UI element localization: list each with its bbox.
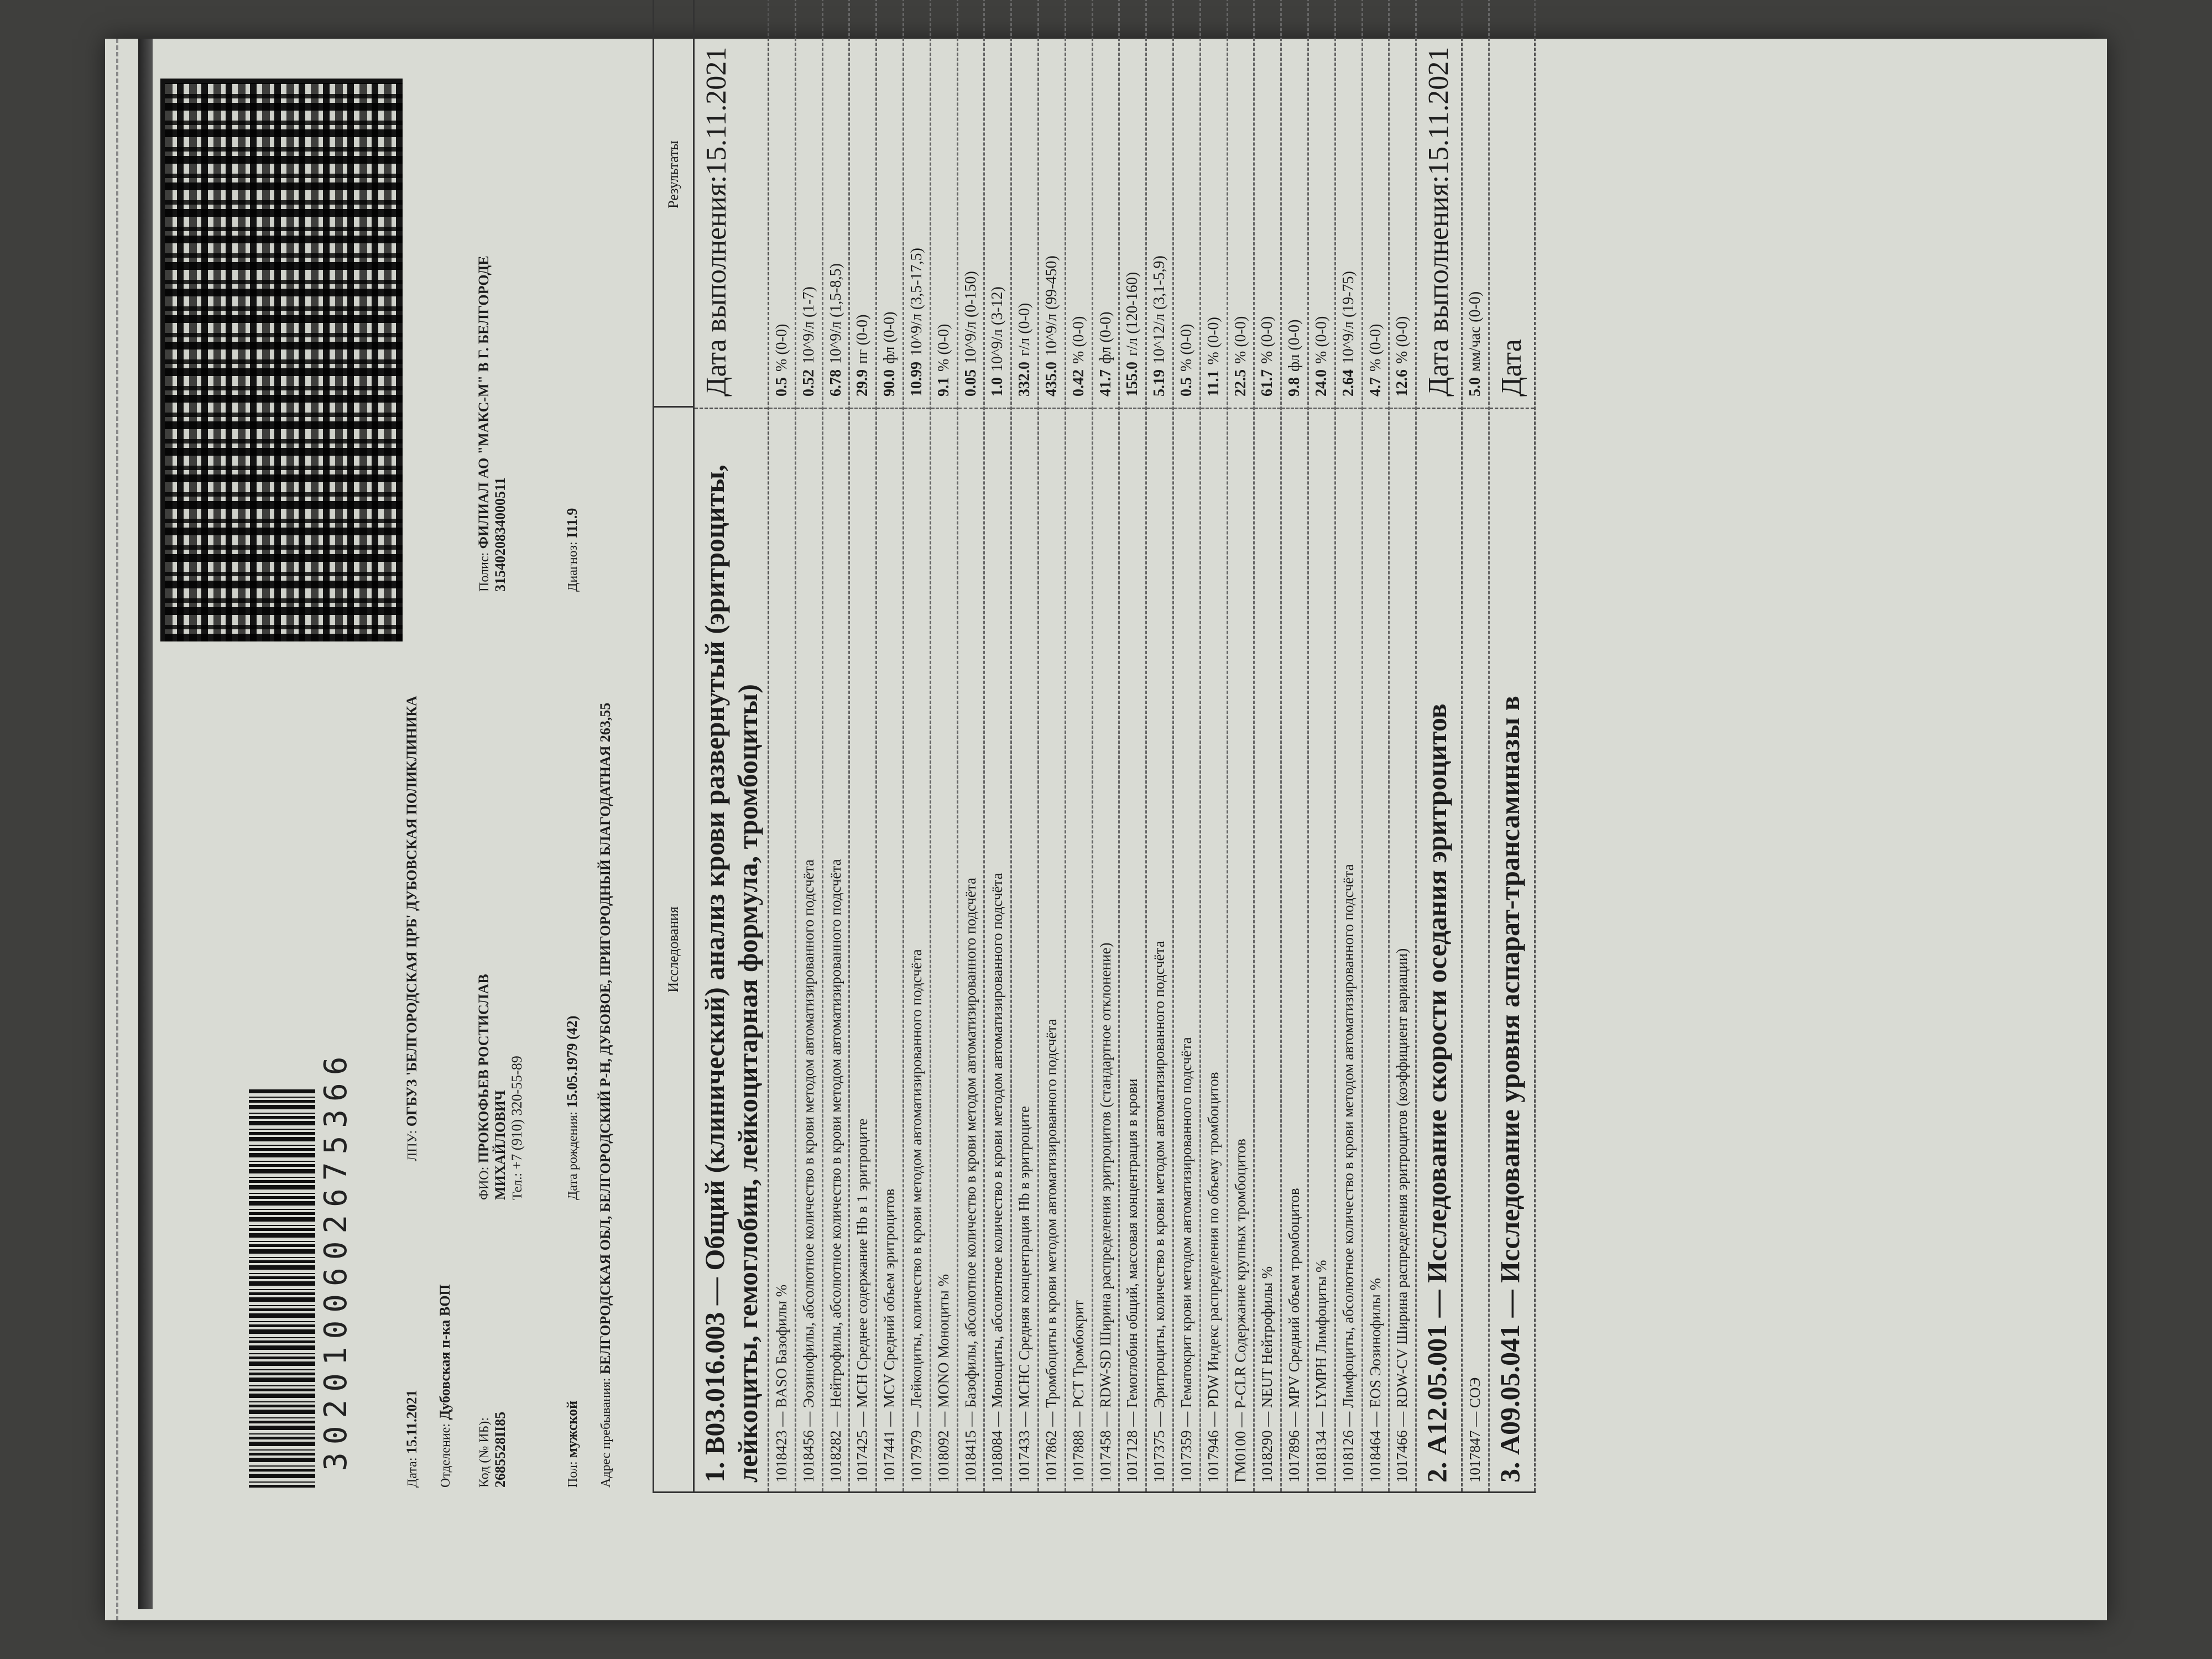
top-perforation: [116, 39, 118, 1620]
test-result: [769, 0, 795, 408]
result-value: 0.5: [773, 377, 790, 397]
test-result: [877, 0, 902, 408]
result-unit: 10^9/л (1,5-8,5): [827, 263, 844, 364]
test-result: [1093, 0, 1119, 408]
section-title: 2. А12.05.001 — Исследование скорости оседания эритроцитов: [1417, 408, 1461, 1491]
section-date: Дата: [1495, 339, 1527, 397]
header-code: Код (№ ИБ): 2685528II85: [477, 1411, 508, 1488]
test-result: [958, 0, 984, 408]
test-result: [1039, 0, 1065, 408]
result-value: 61.7: [1259, 369, 1276, 397]
section-date: Дата выполнения:15.11.2021: [1423, 46, 1455, 397]
result-value: 29.9: [854, 369, 872, 397]
test-result: [796, 0, 822, 408]
table-row: [1282, 0, 1309, 1491]
table-row: [1255, 0, 1282, 1491]
result-value: 0.52: [800, 369, 817, 397]
matrix-code: [160, 79, 403, 641]
result-value: 332.0: [1016, 362, 1034, 397]
section-header: [695, 0, 769, 1491]
test-result: [850, 0, 875, 408]
table-row: [985, 0, 1012, 1491]
test-name: 1017847 — СОЭ: [1463, 408, 1488, 1491]
result-value: 5.0: [1466, 377, 1484, 397]
test-name: 1018126 — Лимфоциты, абсолютное количество в крови методом автоматизированного подсчёта: [1336, 408, 1361, 1491]
test-result: [1363, 0, 1389, 408]
section-header: [1490, 0, 1536, 1491]
barcode: [249, 1089, 315, 1488]
test-name: 1017425 — MCH Среднее содержание Hb в 1 эритроците: [850, 408, 875, 1491]
result-value: 1.0: [989, 377, 1006, 397]
table-row: [1120, 0, 1147, 1491]
test-result: [1066, 0, 1092, 408]
table-row: [877, 0, 904, 1491]
result-unit: % (0-0): [1204, 317, 1222, 365]
table-row: [1463, 0, 1490, 1491]
result-unit: % (0-0): [1070, 316, 1087, 364]
result-unit: пг (0-0): [854, 314, 872, 364]
result-value: 5.19: [1151, 369, 1168, 397]
result-unit: % (0-0): [1177, 324, 1195, 372]
header-date: Дата: 15.11.2021: [404, 1390, 420, 1488]
header-lpu: ЛПУ: ОГБУЗ 'БЕЛГОРОДСКАЯ ЦРБ' ДУБОВСКАЯ ПОЛИКЛИНИКА: [404, 696, 420, 1161]
table-row: [1147, 0, 1174, 1491]
test-result: [823, 0, 849, 408]
result-unit: 10^9/л (99-450): [1042, 255, 1060, 356]
result-unit: 10^12/л (3,1-5,9): [1151, 255, 1168, 364]
test-name: 1017359 — Гематокрит крови методом автоматизированного подсчёта: [1174, 408, 1199, 1491]
test-result: [1336, 0, 1361, 408]
test-result: [1201, 0, 1227, 408]
test-name: 1018415 — Базофилы, абсолютное количество в крови методом автоматизированного подсчёта: [958, 408, 984, 1491]
test-result: [1012, 0, 1037, 408]
test-result: [931, 0, 957, 408]
result-value: 12.6: [1394, 369, 1411, 397]
test-name: 1018092 — MONO Моноциты %: [931, 408, 957, 1491]
table-row: [1039, 0, 1066, 1491]
table-body: [695, 0, 1536, 1491]
result-unit: % (0-0): [1312, 316, 1330, 364]
table-row: [1336, 0, 1363, 1491]
test-result: [1282, 0, 1307, 408]
result-value: 435.0: [1042, 362, 1060, 397]
result-value: 41.7: [1097, 369, 1114, 397]
table-row: [1066, 0, 1093, 1491]
test-name: 1018423 — BASO Базофилы %: [769, 408, 795, 1491]
result-value: 10.99: [907, 362, 925, 397]
test-name: 1017458 — RDW-SD Ширина распределения эритроцитов (стандартное отклонение): [1093, 408, 1119, 1491]
test-result: [1255, 0, 1280, 408]
header-address: Адрес пребывания: БЕЛГОРОДСКАЯ ОБЛ, БЕЛГОРОДСКИЙ Р-Н, ДУБОВОЕ, ПРИГОРОДНЫЙ БЛАГОДАТНАЯ 263,55: [597, 702, 613, 1488]
page-shadow-band: [138, 39, 153, 1609]
section-title: 1. В03.016.003 — Общий (клинический) анализ крови развернутый (эритроциты, лейкоциты, гемоглобин, лейкоцитарная формула, тромбоциты): [695, 408, 768, 1491]
table-row: [1201, 0, 1228, 1491]
result-value: 9.1: [935, 377, 952, 397]
test-name: 1017441 — MCV Средний объем эритроцитов: [877, 408, 902, 1491]
header-diagnosis: Диагноз: I11.9: [564, 508, 580, 592]
col-results-header: Результаты: [665, 140, 681, 208]
result-value: 24.0: [1312, 369, 1330, 397]
table-row: [796, 0, 823, 1491]
table-row: [904, 0, 931, 1491]
table-row: [1228, 0, 1255, 1491]
test-name: 1018456 — Эозинофилы, абсолютное количество в крови методом автоматизированного подсчёта: [796, 408, 822, 1491]
test-name: 1017896 — MPV Средний объем тромбоцитов: [1282, 408, 1307, 1491]
test-result: [1390, 0, 1415, 408]
header-sex: Пол: мужской: [564, 1400, 580, 1488]
test-name: 1017466 — RDW-CV Ширина распределения эритроцитов (коэффициент вариации): [1390, 408, 1415, 1491]
header-policy: Полис: ФИЛИАЛ АО "МАКС-М" В Г. БЕЛГОРОДЕ 3154020834000511: [476, 255, 508, 592]
test-name: 1017946 — PDW Индекс распределения по объему тромбоцитов: [1201, 408, 1227, 1491]
test-name: 1017862 — Тромбоциты в крови методом автоматизированного подсчёта: [1039, 408, 1065, 1491]
col-research-header: Исследования: [654, 406, 693, 1491]
result-unit: г/л (120-160): [1124, 272, 1141, 356]
lab-report-page: [105, 39, 2107, 1620]
barcode-number: 3020100602675366: [318, 1048, 354, 1471]
result-value: 0.05: [962, 369, 979, 397]
test-result: [1309, 0, 1334, 408]
header-fio: ФИО: ПРОКОФЬЕВ РОСТИСЛАВ МИХАЙЛОВИЧ Тел.: +7 (910) 320-55-89: [476, 974, 525, 1200]
table-row: [958, 0, 985, 1491]
result-value: 2.64: [1339, 369, 1357, 397]
result-unit: мм/час (0-0): [1466, 291, 1484, 372]
result-value: 0.5: [1177, 377, 1195, 397]
test-result: [1120, 0, 1145, 408]
test-name: 1018084 — Моноциты, абсолютное количество в крови методом автоматизированного подсчёта: [985, 408, 1010, 1491]
result-unit: 10^9/л (1-7): [800, 286, 817, 364]
test-result: [985, 0, 1010, 408]
header-department: Отделение: Дубовская п-ка ВОП: [437, 1284, 453, 1488]
result-value: 90.0: [881, 369, 899, 397]
result-unit: фл (0-0): [881, 311, 899, 364]
test-name: 1017888 — PCT Тромбокрит: [1066, 408, 1092, 1491]
test-name: 1018134 — LYMPH Лимфоциты %: [1309, 408, 1334, 1491]
result-unit: % (0-0): [1232, 316, 1249, 364]
result-unit: % (0-0): [1259, 316, 1276, 364]
result-unit: 10^9/л (3-12): [989, 286, 1006, 372]
result-value: 22.5: [1232, 369, 1249, 397]
results-table: [653, 0, 1536, 1493]
test-name: 1017128 — Гемоглобин общий, массовая концентрация в крови: [1120, 408, 1145, 1491]
result-value: 155.0: [1124, 362, 1141, 397]
table-row: [1012, 0, 1039, 1491]
result-unit: фл (0-0): [1286, 319, 1303, 372]
test-name: 1017433 — MCHC Средняя концентрация Hb в эритроците: [1012, 408, 1037, 1491]
result-unit: фл (0-0): [1097, 311, 1114, 364]
table-row: [1363, 0, 1390, 1491]
table-row: [1309, 0, 1336, 1491]
test-result: [1228, 0, 1254, 408]
result-value: 9.8: [1286, 377, 1303, 397]
test-name: 1017979 — Лейкоциты, количество в крови методом автоматизированного подсчёта: [904, 408, 930, 1491]
result-unit: 10^9/л (3,5-17,5): [907, 248, 925, 356]
table-row: [769, 0, 796, 1491]
table-row: [823, 0, 851, 1491]
result-value: 11.1: [1204, 370, 1222, 397]
table-row: [1390, 0, 1417, 1491]
result-unit: 10^9/л (19-75): [1339, 271, 1357, 364]
test-name: 1018464 — EOS Эозинофилы %: [1363, 408, 1389, 1491]
table-row: [850, 0, 877, 1491]
test-result: [1174, 0, 1199, 408]
test-name: 1017375 — Эритроциты, количество в крови методом автоматизированного подсчёта: [1147, 408, 1172, 1491]
test-name: 1018290 — NEUT Нейтрофилы %: [1255, 408, 1280, 1491]
table-row: [1174, 0, 1201, 1491]
test-result: [1147, 0, 1172, 408]
section-header: [1417, 0, 1463, 1491]
result-value: 4.7: [1366, 377, 1384, 397]
result-value: 0.42: [1070, 369, 1087, 397]
result-unit: г/л (0-0): [1016, 302, 1034, 356]
test-name: ГМ0100 — P-CLR Содержание крупных тромбоцитов: [1228, 408, 1254, 1491]
result-value: 6.78: [827, 369, 844, 397]
result-unit: % (0-0): [935, 324, 952, 372]
table-row: [931, 0, 958, 1491]
table-row: [1093, 0, 1120, 1491]
result-unit: 10^9/л (0-150): [962, 271, 979, 364]
test-result: [904, 0, 930, 408]
result-unit: % (0-0): [1394, 316, 1411, 364]
table-header: [654, 0, 695, 1491]
test-name: 1018282 — Нейтрофилы, абсолютное количество в крови методом автоматизированного подсчёта: [823, 408, 849, 1491]
section-title: 3. А09.05.041 — Исследование уровня аспарат-трансаминазы в: [1490, 408, 1534, 1491]
test-result: [1463, 0, 1488, 408]
result-unit: % (0-0): [773, 324, 790, 372]
section-date: Дата выполнения:15.11.2021: [701, 46, 732, 397]
header-dob: Дата рождения: 15.05.1979 (42): [564, 1015, 580, 1200]
result-unit: % (0-0): [1366, 324, 1384, 372]
